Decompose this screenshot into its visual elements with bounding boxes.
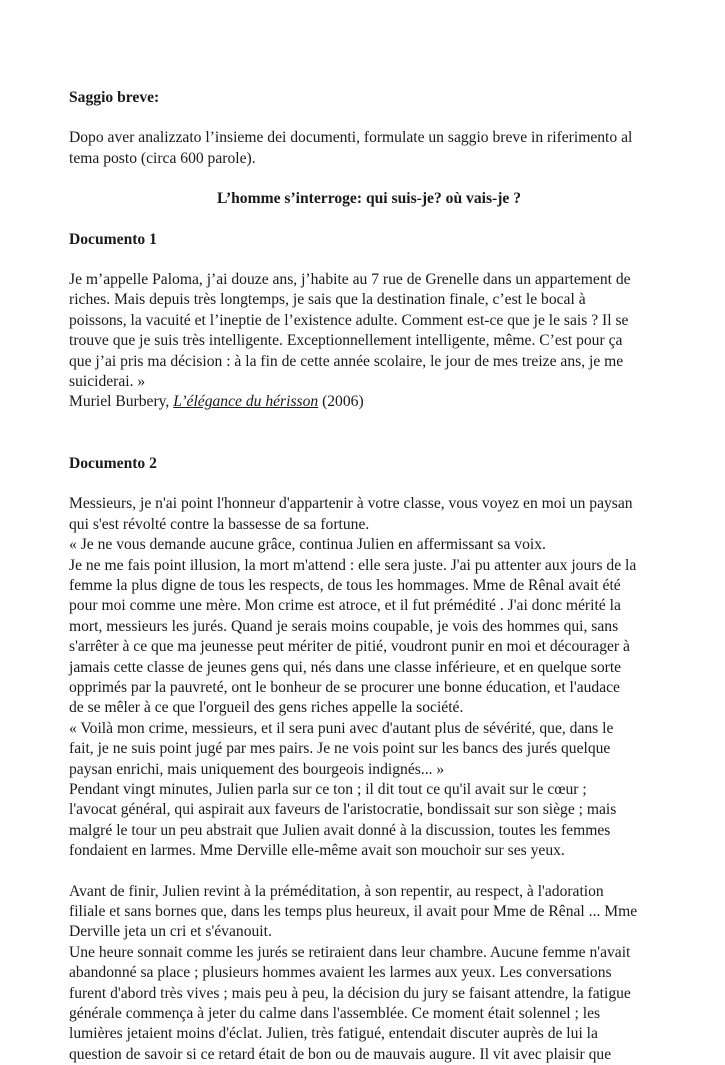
document-1-line: que j’ai pris ma décision : à la fin de cette année scolaire, le jour de mes treize ans, je me	[69, 352, 624, 370]
instructions-line: tema posto (circa 600 parole).	[69, 149, 256, 167]
document-2-line: « Je ne vous demande aucune grâce, continua Julien en affermissant sa voix.	[69, 536, 546, 554]
document-2-line: Pendant vingt minutes, Julien parla sur ce ton ; il dit tout ce qu'il avait sur le cœur ;	[69, 780, 587, 798]
document-2-line: fondaient en larmes. Mme Derville elle-même avait son mouchoir sur ses yeux.	[69, 842, 565, 860]
document-2-line: furent d'abord très vives ; mais peu à peu, la décision du jury se faisant attendre, la fatigue	[69, 984, 631, 1002]
document-2-line: question de savoir si ce retard était de bon ou de mauvais augure. Il vit avec plaisir que	[69, 1045, 612, 1063]
document-1-line: Je m’appelle Paloma, j’ai douze ans, j’habite au 7 rue de Grenelle dans un appartement de	[69, 271, 631, 289]
document-1-line: poissons, la vacuité et l’ineptie de l’existence adulte. Comment est-ce que je le sais ? Il se	[69, 311, 629, 329]
document-2-line: filiale et sans bornes que, dans les temps plus heureux, il avait pour Mme de Rênal ... Mme	[69, 903, 638, 920]
document-2-line: qui s'est révolté contre la bassesse de sa fortune.	[69, 515, 370, 533]
source-title-link[interactable]: L’élégance du hérisson	[173, 393, 319, 411]
document-2-line: Une heure sonnait comme les jurés se retiraient dans leur chambre. Aucune femme n'avait	[69, 943, 631, 961]
document-1-line: suiciderai. »	[69, 373, 146, 391]
document-2-line: Messieurs, je n'ai point l'honneur d'appartenir à votre classe, vous voyez en moi un paysan	[69, 495, 633, 513]
document-1-line: trouve que je suis très intelligente. Exceptionnellement intelligente, même. C’est pour ça	[69, 332, 623, 350]
essay-heading: Saggio breve:	[69, 89, 160, 106]
instructions-line: Dopo aver analizzato l’insieme dei documenti, formulate un saggio breve in riferimento al	[69, 129, 633, 147]
document-2-line: malgré le tour un peu abstrait que Julien avait donné à la discussion, toutes les femmes	[69, 821, 611, 839]
document-1-line: riches. Mais depuis très longtemps, je sais que la destination finale, c’est le bocal à	[69, 291, 586, 309]
document-2-line: l'avocat général, qui aspirait aux faveurs de l'aristocratie, bondissait sur son siège ; mais	[69, 801, 617, 819]
document-2-title: Documento 2	[69, 454, 157, 472]
document-2-line: générale commença à jeter du calme dans l'assemblée. Ce moment était solennel ; les	[69, 1005, 601, 1023]
document-2-line: Derville jeta un cri et s'évanouit.	[69, 923, 272, 941]
document-2-line: lumières jetaient moins d'éclat. Julien, très fatigué, entendait discuter auprès de lui la	[69, 1025, 598, 1043]
essay-topic: L’homme s’interroge: qui suis-je? où vais-je ?	[216, 190, 522, 208]
instructions-paragraph	[69, 128, 669, 169]
document-2-line: paysan enrichi, mais uniquement des bourgeois indignés... »	[69, 760, 445, 778]
document-2-line: fait, je ne suis point jugé par mes pairs. Je ne vois point sur les bancs des jurés quelque	[69, 740, 611, 758]
document-1-title: Documento 1	[69, 230, 157, 248]
document-2-line: femme la plus digne de tous les respects, de tous les hommages. Mme de Rênal avait été	[69, 576, 621, 594]
source-author: Muriel Burbery,	[69, 393, 174, 411]
document-1-source	[69, 392, 669, 412]
document-2-line: de se mêler à ce que l'orgueil des gens riches appelle la société.	[69, 699, 464, 717]
document-2-line: opprimés par la pauvreté, ont le bonheur de se procurer une bonne éducation, et l'audace	[69, 678, 620, 696]
document-2-line: jamais cette classe de jeunes gens qui, nés dans une classe inférieure, et en quelque sorte	[69, 658, 622, 676]
source-year: (2006)	[318, 393, 364, 411]
document-2-text	[69, 494, 669, 861]
document-2-line: Avant de finir, Julien revint à la préméditation, à son repentir, au respect, à l'adoration	[69, 882, 604, 900]
document-2-text-continued	[69, 882, 669, 1065]
document-2-line: mort, messieurs les jurés. Quand je serais moins coupable, je vois des hommes qui, sans	[69, 617, 619, 635]
document-2-line: Je ne me fais point illusion, la mort m'attend : elle sera juste. J'ai pu attenter aux jours de la	[69, 556, 637, 574]
document-2-line: « Voilà mon crime, messieurs, et il sera puni avec d'autant plus de sévérité, que, dans le	[69, 719, 614, 737]
document-2-line: abandonné sa place ; plusieurs hommes avaient les larmes aux yeux. Les conversations	[69, 964, 612, 982]
document-1-text	[69, 270, 669, 413]
document-2-line: pour moi comme une mère. Mon crime est atroce, et il fut prémédité . J'ai donc mérité la	[69, 597, 621, 615]
document-page	[69, 88, 669, 1065]
document-2-line: s'arrêter à ce que ma jeunesse peut mériter de pitié, voudront punir en moi et décourager à	[69, 638, 630, 656]
